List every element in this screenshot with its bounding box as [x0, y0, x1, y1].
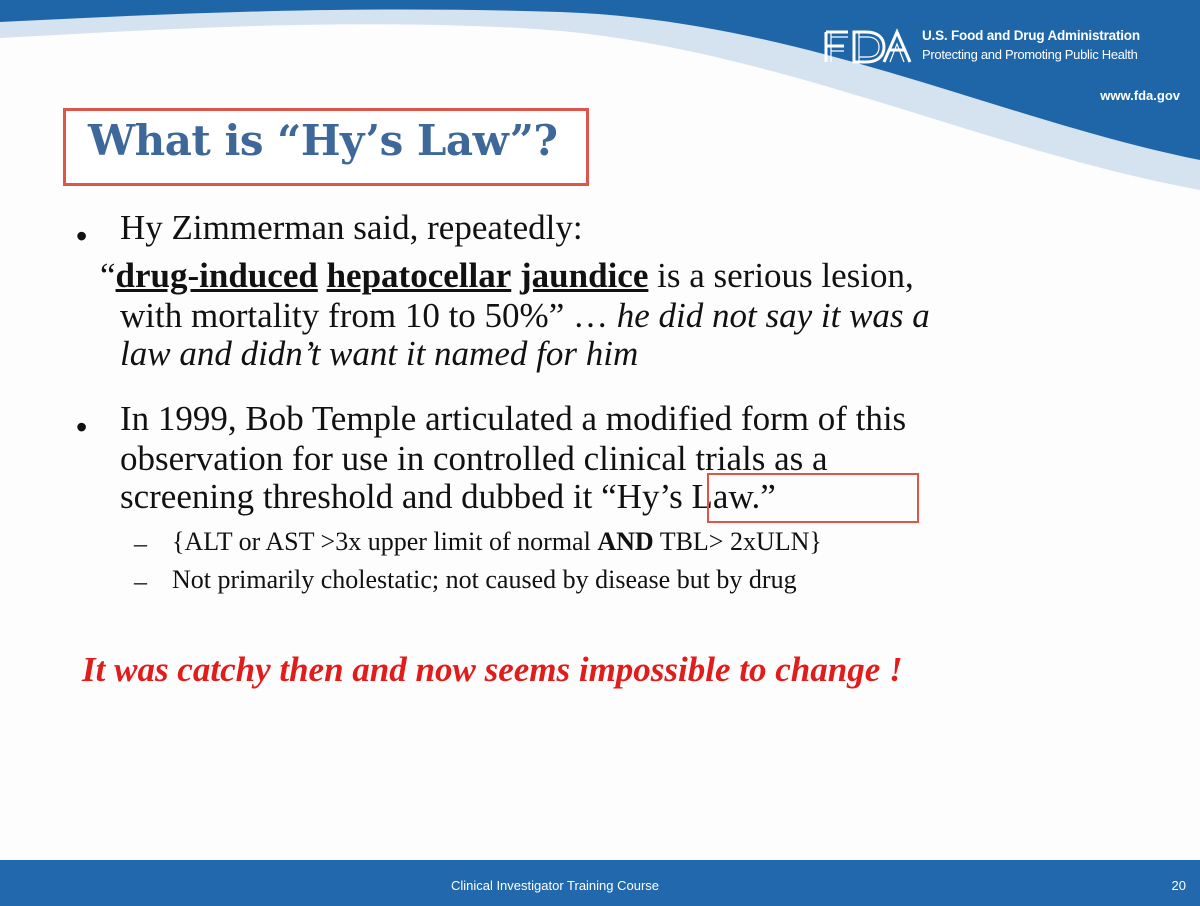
course-name: Clinical Investigator Training Course [450, 878, 660, 893]
fda-logo-icon [822, 24, 914, 68]
criteria-and: AND [597, 527, 654, 556]
page-number: 20 [1171, 878, 1186, 893]
quote-rest: is a serious lesion, [648, 256, 914, 295]
note-italic-2: law and didn’t want it named for him [120, 334, 639, 373]
agency-name: U.S. Food and Drug Administration [922, 28, 1140, 43]
note-italic-1: he did not say it was a [616, 296, 930, 335]
criteria-line [172, 527, 822, 557]
dash-marker: – [134, 529, 147, 558]
term-drug-induced: drug-induced [115, 256, 318, 295]
catchy-statement: It was catchy then and now seems impossible to change ! [82, 650, 903, 689]
hys-law-term: “Hy’s Law.” [601, 477, 776, 516]
mortality-text: with mortality from 10 to 50%” … [120, 296, 617, 335]
bullet1-intro: Hy Zimmerman said, repeatedly: [120, 208, 583, 247]
cholestatic-line: Not primarily cholestatic; not caused by disease but by drug [172, 565, 797, 594]
bullet-marker: • [76, 409, 88, 445]
footer-bar [0, 860, 1200, 906]
website-url: www.fda.gov [1100, 88, 1180, 103]
bullet2-line3 [120, 477, 776, 517]
dash-marker: – [134, 567, 147, 596]
screening-text: screening threshold and dubbed it [120, 477, 602, 516]
slide-title: What is “Hy’s Law”? [88, 116, 558, 165]
bullet2-line2: observation for use in controlled clinical trials as a [120, 439, 828, 478]
bullet1-quote [100, 256, 914, 296]
bullet1-line3 [120, 296, 930, 336]
term-hepatocellar: hepatocellar [326, 256, 512, 295]
term-jaundice: jaundice [520, 256, 649, 295]
criteria-post: TBL> 2xULN} [653, 527, 822, 556]
bullet2-line1: In 1999, Bob Temple articulated a modified form of this [120, 399, 907, 438]
criteria-pre: {ALT or AST >3x upper limit of normal [172, 527, 598, 556]
bullet-marker: • [76, 218, 88, 254]
hys-law-highlight-box [707, 473, 919, 523]
agency-tagline: Protecting and Promoting Public Health [922, 47, 1138, 62]
quote-open: “ [100, 256, 116, 295]
